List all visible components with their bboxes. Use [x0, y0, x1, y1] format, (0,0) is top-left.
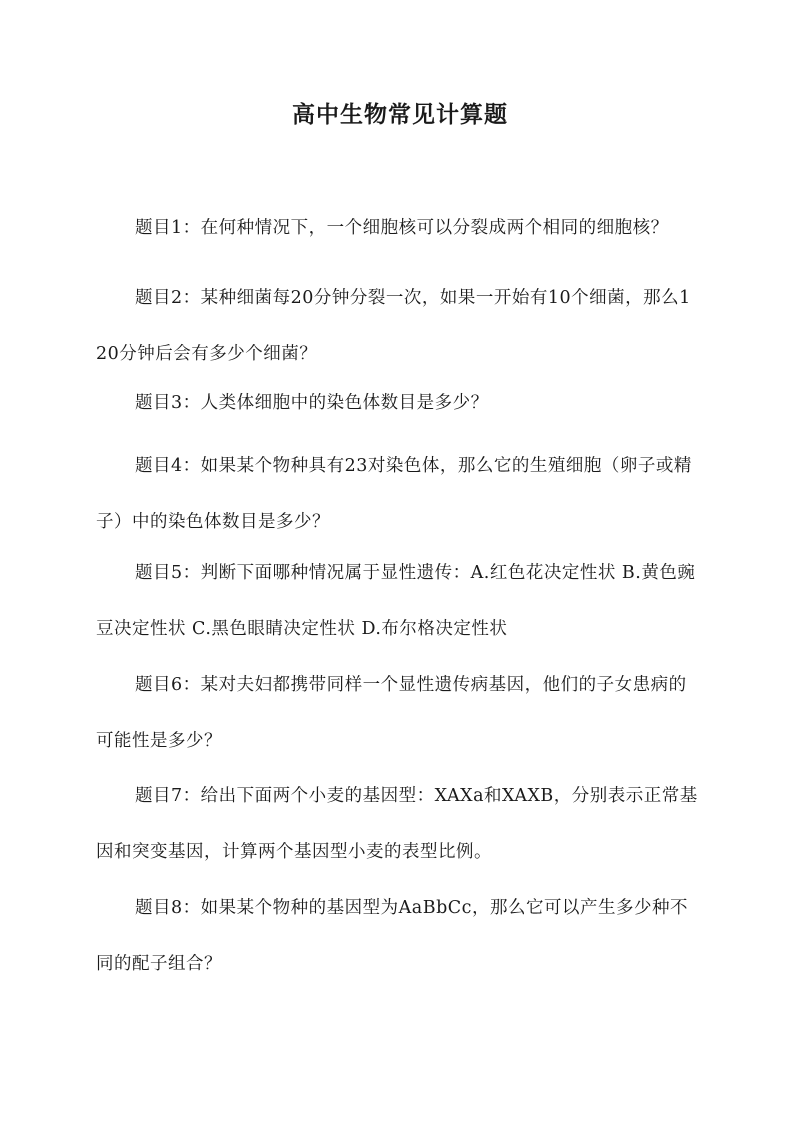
document-title: 高中生物常见计算题	[292, 101, 508, 128]
question-4: 题目4：如果某个物种具有23对染色体，那么它的生殖细胞（卵子或精子）中的染色体数目是多少？	[96, 456, 692, 532]
question-7: 题目7：给出下面两个小麦的基因型：XAXa和XAXB，分别表示正常基因和突变基因，计算两个基因型小麦的表型比例。	[96, 786, 698, 862]
question-1: 题目1：在何种情况下，一个细胞核可以分裂成两个相同的细胞核？	[135, 218, 669, 238]
question-2: 题目2：某种细菌每20分钟分裂一次，如果一开始有10个细菌，那么120分钟后会有多少个细菌？	[96, 288, 691, 364]
question-6: 题目6：某对夫妇都携带同样一个显性遗传病基因，他们的子女患病的可能性是多少？	[96, 675, 687, 751]
question-5: 题目5：判断下面哪种情况属于显性遗传：A.红色花决定性状 B.黄色豌豆决定性状 C.黑色眼睛决定性状 D.布尔格决定性状	[96, 563, 696, 639]
question-8: 题目8：如果某个物种的基因型为AaBbCc，那么它可以产生多少种不同的配子组合？	[96, 898, 688, 974]
question-3: 题目3：人类体细胞中的染色体数目是多少？	[135, 393, 489, 413]
